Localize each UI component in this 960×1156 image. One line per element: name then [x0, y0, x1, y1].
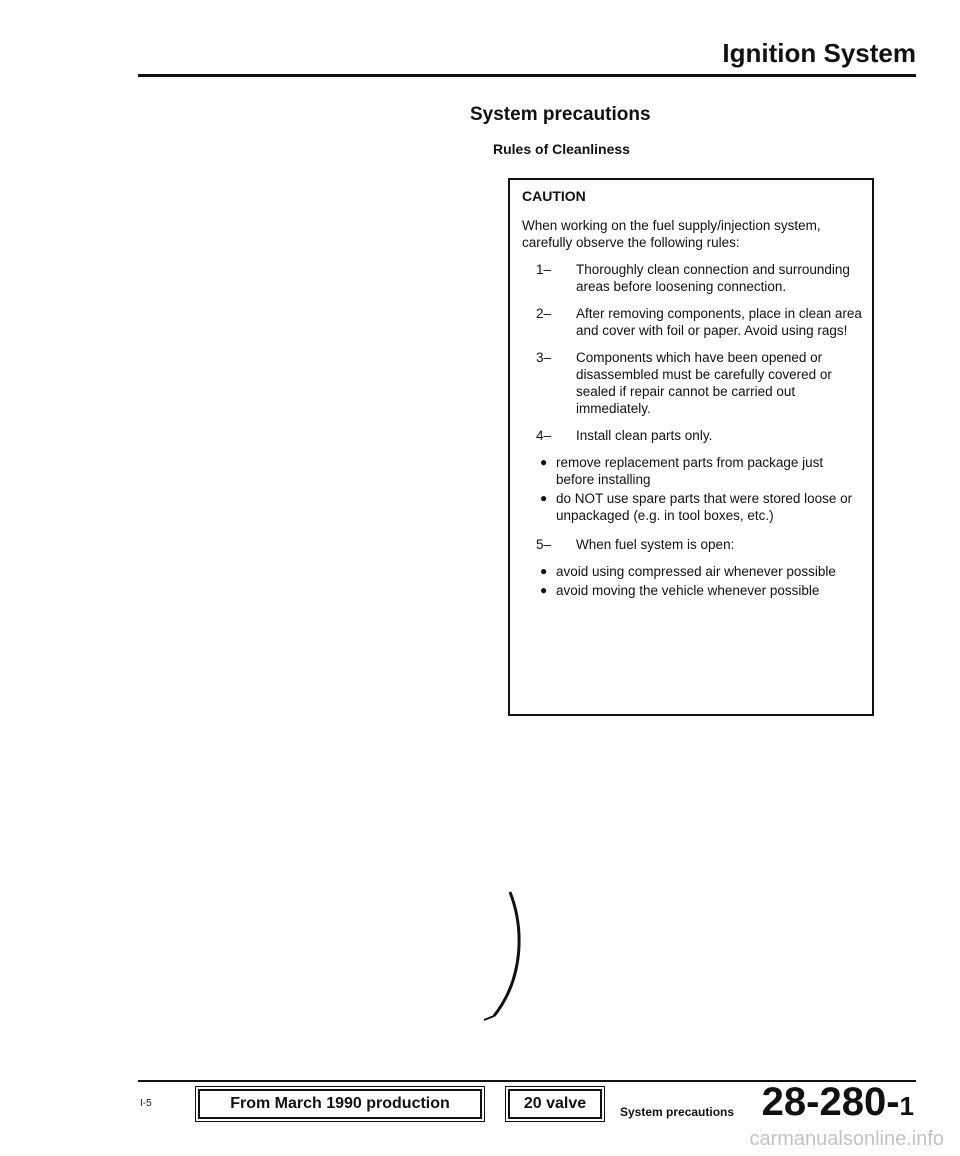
watermark: carmanualsonline.info	[749, 1128, 944, 1150]
page-number-main: 28-280-	[761, 1080, 900, 1124]
rule-number: 4–	[536, 428, 552, 443]
rule-text: Components which have been opened or disassembled must be carefully covered or sealed if repair cannot be carried out immediately.	[576, 350, 832, 416]
bullet-icon: ●	[540, 455, 548, 469]
rule-text: Install clean parts only.	[576, 428, 713, 443]
handwritten-bracket-mark	[480, 888, 540, 1028]
install-bullet-list	[522, 454, 862, 524]
rule-text: After removing components, place in clean area and cover with foil or paper. Avoid using rags!	[576, 306, 862, 338]
caution-heading: CAUTION	[522, 188, 586, 204]
bullet-item	[522, 454, 862, 488]
header-divider	[138, 74, 916, 77]
page-marker: I-5	[140, 1098, 152, 1109]
bullet-item	[522, 563, 862, 580]
bullet-text: remove replacement parts from package just before installing	[556, 455, 824, 487]
rule-text: When fuel system is open:	[576, 537, 735, 552]
rule-item	[522, 536, 862, 553]
page-header-title: Ignition System	[722, 38, 916, 68]
rule-number: 2–	[536, 306, 552, 321]
rule-item	[522, 349, 862, 417]
page-number	[762, 1080, 914, 1125]
bullet-item	[522, 490, 862, 524]
bullet-icon: ●	[540, 564, 548, 578]
rule-number: 5–	[536, 537, 552, 552]
engine-variant-label: 20 valve	[508, 1089, 602, 1119]
rule-number: 1–	[536, 262, 552, 277]
rule-item	[522, 427, 862, 444]
page-number-suffix: 1	[899, 1091, 914, 1121]
bullet-text: avoid using compressed air whenever possible	[556, 564, 836, 579]
rule-text: Thoroughly clean connection and surrounding areas before loosening connection.	[576, 262, 850, 294]
section-title: System precautions	[470, 104, 651, 125]
production-date-label: From March 1990 production	[198, 1089, 482, 1119]
bullet-icon: ●	[540, 491, 548, 505]
caution-intro: When working on the fuel supply/injection system, carefully observe the following rules:	[522, 218, 821, 250]
bullet-text: do NOT use spare parts that were stored loose or unpackaged (e.g. in tool boxes, etc.)	[556, 491, 853, 523]
bullet-icon: ●	[540, 583, 548, 597]
bullet-item	[522, 582, 862, 599]
rule-number: 3–	[536, 350, 552, 365]
footer-section-label: System precautions	[620, 1105, 735, 1119]
open-system-bullet-list	[522, 563, 862, 599]
bullet-text: avoid moving the vehicle whenever possible	[556, 583, 820, 598]
rule-item	[522, 261, 862, 295]
caution-box	[508, 178, 874, 716]
section-subtitle: Rules of Cleanliness	[493, 141, 630, 157]
rule-item	[522, 305, 862, 339]
